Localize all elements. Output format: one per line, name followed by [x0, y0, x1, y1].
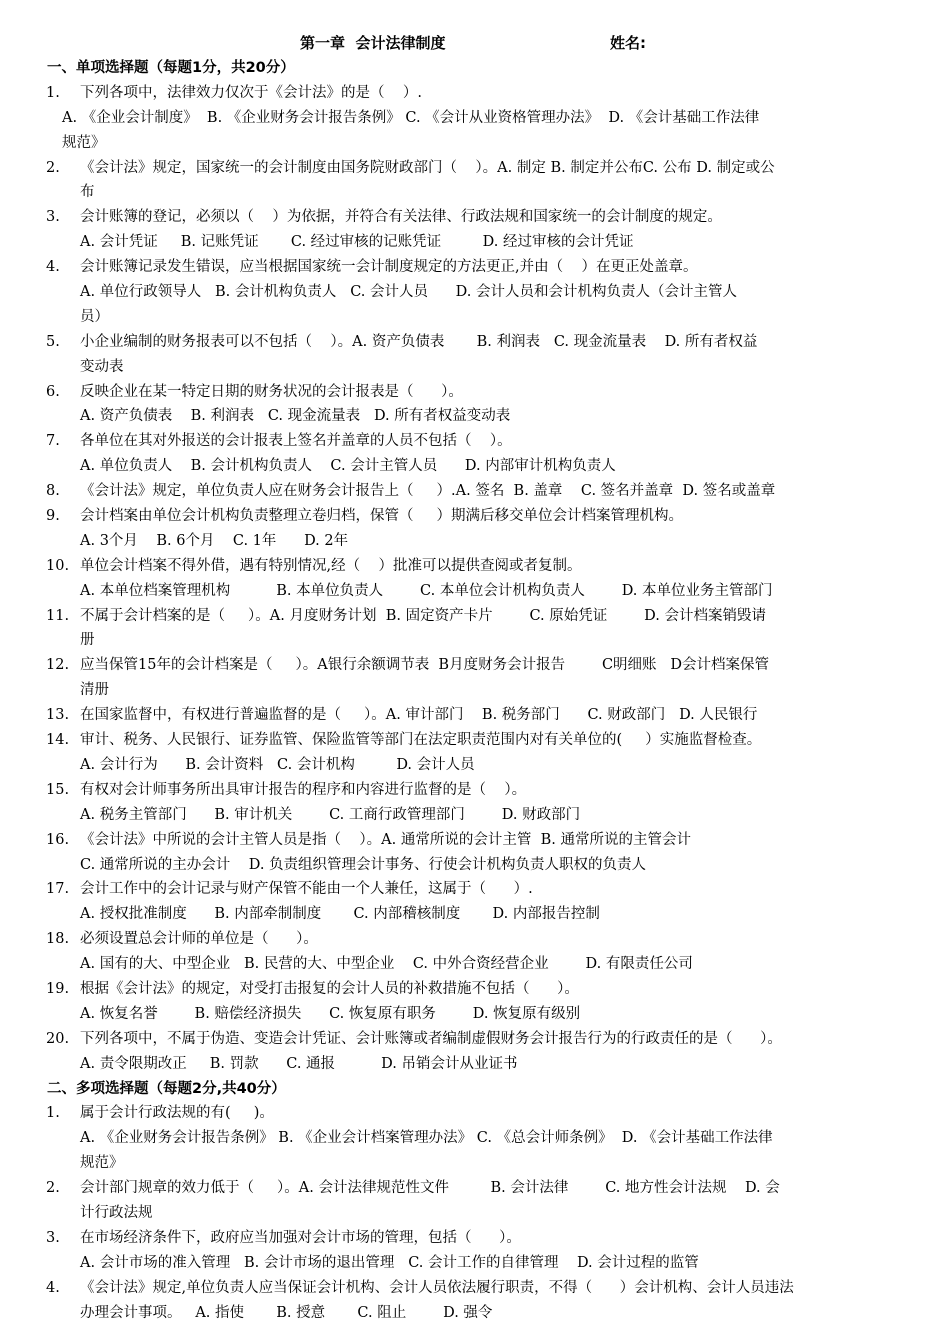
page-title: 第一章 会计法律制度	[300, 34, 446, 52]
line-text: 计行政法规	[80, 1204, 153, 1221]
question-text: 小企业编制的财务报表可以不包括（ ）。A. 资产负债表 B. 利润表 C. 现金流量表 D. 所有者权益	[80, 333, 758, 350]
continuation-line	[0, 404, 950, 429]
question-number: 4.	[46, 1279, 60, 1296]
question-number: 19.	[46, 980, 70, 997]
question-line	[0, 1176, 950, 1201]
line-text: A. 国有的大、中型企业 B. 民营的大、中型企业 C. 中外合资经营企业 D. 有限责任公司	[80, 956, 693, 973]
section-heading: 一、单项选择题（每题1分，共20分）	[47, 60, 295, 76]
question-line	[0, 255, 950, 280]
question-number: 13.	[46, 707, 70, 724]
question-line	[0, 604, 950, 629]
question-line	[0, 653, 950, 678]
question-text: 有权对会计师事务所出具审计报告的程序和内容进行监督的是（ ）。	[80, 781, 527, 798]
question-line	[0, 977, 950, 1002]
question-line	[0, 778, 950, 803]
line-text: A. 恢复名誉 B. 赔偿经济损失 C. 恢复原有职务 D. 恢复原有级别	[80, 1005, 581, 1022]
question-number: 5.	[46, 333, 60, 350]
question-number: 1.	[46, 84, 60, 101]
question-number: 16.	[46, 831, 70, 848]
question-text: 应当保管15年的会计档案是（ ）。A银行余额调节表 B月度财务会计报告 C明细账 D会计档案保管	[80, 657, 770, 674]
question-number: 10.	[46, 557, 70, 574]
continuation-line	[0, 902, 950, 927]
question-text: 必须设置总会计师的单位是（ ）。	[80, 931, 318, 948]
question-number: 3.	[46, 209, 60, 226]
question-text: 《会计法》规定，单位负责人应在财务会计报告上（ ）.A. 签名 B. 盖章 C. 签名并盖章 D. 签名或盖章	[80, 483, 776, 500]
question-number: 12.	[46, 657, 70, 674]
question-line	[0, 429, 950, 454]
continuation-line	[0, 180, 950, 205]
line-text: A. 3个月 B. 6个月 C. 1年 D. 2年	[80, 532, 349, 549]
question-text: 根据《会计法》的规定，对受打击报复的会计人员的补救措施不包括（ ）。	[80, 980, 579, 997]
question-text: 会计工作中的会计记录与财产保管不能由一个人兼任，这属于（ ）.	[80, 881, 533, 898]
question-line	[0, 81, 950, 106]
question-number: 3.	[46, 1229, 60, 1246]
question-line	[0, 156, 950, 181]
continuation-line	[0, 106, 950, 131]
question-line	[0, 1101, 950, 1126]
question-number: 8.	[46, 483, 60, 500]
question-line	[0, 504, 950, 529]
continuation-line	[0, 678, 950, 703]
continuation-line	[0, 1126, 950, 1151]
question-text: 反映企业在某一特定日期的财务状况的会计报表是（ ）。	[80, 383, 463, 400]
question-number: 15.	[46, 781, 70, 798]
continuation-line	[0, 1201, 950, 1226]
continuation-line	[0, 1052, 950, 1077]
continuation-line	[0, 131, 950, 156]
continuation-line	[0, 1002, 950, 1027]
continuation-line	[0, 305, 950, 330]
question-text: 在国家监督中，有权进行普遍监督的是（ ）。A. 审计部门 B. 税务部门 C. 财政部门 D. 人民银行	[80, 707, 758, 724]
question-text: 下列各项中，不属于伪造、变造会计凭证、会计账簿或者编制虚假财务会计报告行为的行政责任的是（ ）。	[80, 1030, 782, 1047]
question-number: 1.	[46, 1105, 60, 1122]
continuation-line	[0, 280, 950, 305]
section-heading: 二、多项选择题（每题2分,共40分）	[47, 1080, 286, 1097]
line-text: A. 责令限期改正 B. 罚款 C. 通报 D. 吊销会计从业证书	[80, 1055, 518, 1072]
question-text: 会计账簿记录发生错误，应当根据国家统一会计制度规定的方法更正,并由（ ）在更正处盖章。	[80, 259, 698, 276]
line-text: 册	[80, 632, 95, 649]
continuation-line	[0, 579, 950, 604]
question-number: 7.	[46, 433, 60, 450]
question-text: 会计账簿的登记，必须以（ ）为依据，并符合有关法律、行政法规和国家统一的会计制度的规定。	[80, 209, 722, 226]
question-list	[0, 56, 950, 1325]
line-text: A. 单位行政领导人 B. 会计机构负责人 C. 会计人员 D. 会计人员和会计机构负责人（会计主管人	[80, 284, 737, 301]
question-text: 《会计法》中所说的会计主管人员是指（ ）。A. 通常所说的会计主管 B. 通常所说的主管会计	[80, 831, 691, 848]
question-text: 会计部门规章的效力低于（ ）。A. 会计法律规范性文件 B. 会计法律 C. 地方性会计法规 D. 会	[80, 1180, 780, 1197]
question-text: 在市场经济条件下，政府应当加强对会计市场的管理，包括（ ）。	[80, 1229, 521, 1246]
question-number: 4.	[46, 259, 60, 276]
continuation-line	[0, 230, 950, 255]
continuation-line	[0, 1151, 950, 1176]
continuation-line	[0, 628, 950, 653]
line-text: 员）	[80, 308, 109, 325]
header-row	[0, 32, 950, 54]
line-text: A. 授权批准制度 B. 内部牵制制度 C. 内部稽核制度 D. 内部报告控制	[80, 906, 600, 923]
question-line	[0, 380, 950, 405]
question-number: 2.	[46, 1180, 60, 1197]
question-line	[0, 205, 950, 230]
line-text: A. 会计市场的准入管理 B. 会计市场的退出管理 C. 会计工作的自律管理 D. 会计过程的监管	[80, 1254, 699, 1271]
continuation-line	[0, 853, 950, 878]
question-number: 14.	[46, 732, 70, 749]
question-number: 17.	[46, 881, 70, 898]
line-text: 规范》	[62, 134, 106, 151]
name-label: 姓名:	[610, 34, 646, 52]
line-text: A. 本单位档案管理机构 B. 本单位负责人 C. 本单位会计机构负责人 D. 本单位业务主管部门	[80, 582, 773, 599]
line-text: 布	[80, 184, 95, 201]
continuation-line	[0, 454, 950, 479]
line-text: A. 会计行为 B. 会计资料 C. 会计机构 D. 会计人员	[80, 756, 475, 773]
question-number: 9.	[46, 508, 60, 525]
line-text: A. 会计凭证 B. 记账凭证 C. 经过审核的记账凭证 D. 经过审核的会计凭证	[80, 234, 634, 251]
question-text: 各单位在其对外报送的会计报表上签名并盖章的人员不包括（ ）。	[80, 433, 512, 450]
continuation-line	[0, 753, 950, 778]
question-text: 《会计法》规定，国家统一的会计制度由国务院财政部门（ ）。A. 制定 B. 制定并公布C. 公布 D. 制定或公	[80, 159, 775, 176]
question-text: 会计档案由单位会计机构负责整理立卷归档，保管（ ）期满后移交单位会计档案管理机构。	[80, 508, 684, 525]
continuation-line	[0, 529, 950, 554]
question-line	[0, 1226, 950, 1251]
question-line	[0, 330, 950, 355]
question-text: 属于会计行政法规的有( )。	[80, 1105, 274, 1122]
question-text: 不属于会计档案的是（ ）。A. 月度财务计划 B. 固定资产卡片 C. 原始凭证 D. 会计档案销毁请	[80, 607, 766, 624]
line-text: 规范》	[80, 1155, 124, 1172]
line-text: C. 通常所说的主办会计 D. 负责组织管理会计事务、行使会计机构负责人职权的负责人	[80, 856, 647, 873]
question-text: 单位会计档案不得外借，遇有特别情况,经（ ）批准可以提供查阅或者复制。	[80, 557, 582, 574]
question-line	[0, 1276, 950, 1301]
question-number: 6.	[46, 383, 60, 400]
continuation-line	[0, 1301, 950, 1326]
question-line	[0, 479, 950, 504]
line-text: A. 单位负责人 B. 会计机构负责人 C. 会计主管人员 D. 内部审计机构负责人	[80, 458, 616, 475]
line-text: A. 资产负债表 B. 利润表 C. 现金流量表 D. 所有者权益变动表	[80, 408, 511, 425]
question-text: 《会计法》规定,单位负责人应当保证会计机构、会计人员依法履行职责，不得（ ）会计机构、会计人员违法	[80, 1279, 794, 1296]
line-text: A. 《企业会计制度》 B. 《企业财务会计报告条例》 C. 《会计从业资格管理办法》 D. 《会计基础工作法律	[62, 109, 760, 126]
continuation-line	[0, 803, 950, 828]
question-line	[0, 554, 950, 579]
line-text: A. 税务主管部门 B. 审计机关 C. 工商行政管理部门 D. 财政部门	[80, 806, 581, 823]
question-line	[0, 927, 950, 952]
continuation-line	[0, 1251, 950, 1276]
question-line	[0, 828, 950, 853]
line-text: 办理会计事项。 A. 指使 B. 授意 C. 阻止 D. 强令	[80, 1304, 493, 1321]
question-number: 11.	[46, 607, 70, 624]
continuation-line	[0, 355, 950, 380]
question-line	[0, 728, 950, 753]
question-number: 2.	[46, 159, 60, 176]
question-line	[0, 877, 950, 902]
line-text: 清册	[80, 682, 109, 699]
question-text: 审计、税务、人民银行、证券监管、保险监管等部门在法定职责范围内对有关单位的( ）实施监督检查。	[80, 732, 762, 749]
question-text: 下列各项中，法律效力仅次于《会计法》的是（ ）.	[80, 84, 423, 101]
line-text: A. 《企业财务会计报告条例》 B. 《企业会计档案管理办法》 C. 《总会计师条例》 D. 《会计基础工作法律	[80, 1130, 773, 1147]
question-number: 18.	[46, 931, 70, 948]
continuation-line	[0, 952, 950, 977]
line-text: 变动表	[80, 358, 124, 375]
question-line	[0, 703, 950, 728]
question-number: 20.	[46, 1030, 70, 1047]
question-line	[0, 1027, 950, 1052]
